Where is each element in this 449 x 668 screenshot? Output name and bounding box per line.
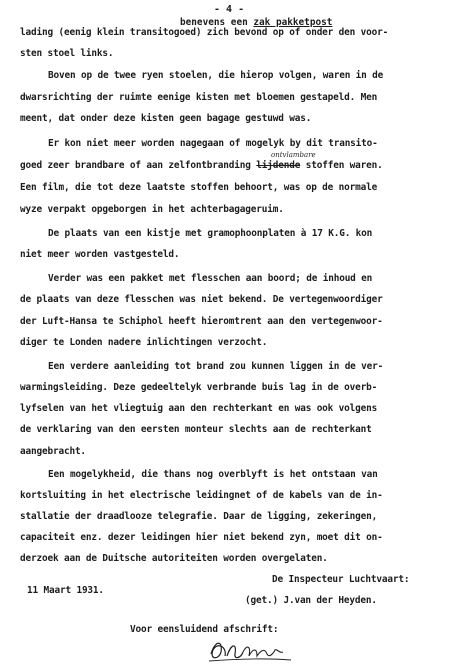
text-line: Een verdere aanleiding tot brand zou kunnen liggen in de ver-: [48, 361, 384, 372]
text-line: lyfselen van het vliegtuig aan den rechterkant en was ook volgens: [20, 403, 378, 414]
signatory-name: (get.) J.van der Heyden.: [245, 595, 377, 606]
text-line: Verder was een pakket met flesschen aan boord; de inhoud en: [48, 273, 373, 284]
text-line: dwarsrichting der ruimte eenige kisten met bloemen gestapeld. Men: [20, 92, 378, 103]
text-line: Er kon niet meer worden nagegaan of mogelyk by dit transito-: [48, 138, 378, 149]
text-line: de plaats van deze flesschen was niet bekend. De vertegenwoordiger: [20, 294, 383, 305]
signatory-title: De Inspecteur Luchtvaart:: [272, 574, 410, 585]
text-line: De plaats van een kistje met gramophoonplaten à 17 K.G. kon: [48, 228, 373, 239]
text-line: Een film, die tot deze laatste stoffen behoort, was op de normale: [20, 182, 378, 193]
text-line: de verklaring van den eersten monteur slechts aan de rechterkant: [20, 424, 372, 435]
handwritten-signature: [205, 634, 295, 666]
struck-word: lijdende: [256, 160, 301, 171]
text-line: goed zeer brandbare of aan zelfontbranding lijdende stoffen waren.: [20, 160, 383, 171]
text-line: kortsluiting in het electrische leidingnet of de kabels van de in-: [20, 490, 383, 501]
text-line: diger te Londen nadere inlichtingen verzocht.: [20, 337, 268, 348]
page-number: - 4 -: [214, 4, 245, 15]
text-line: stallatie der draadlooze telegrafie. Daar de ligging, zekeringen,: [20, 511, 378, 522]
handwritten-correction: ontvlambare: [271, 151, 316, 159]
text-line: sten stoel links.: [20, 48, 114, 59]
text-line: warmingsleiding. Deze gedeeltelyk verbrande buis lag in de overb-: [20, 382, 378, 393]
document-date: 11 Maart 1931.: [27, 585, 104, 596]
header-prefix: benevens een: [180, 17, 254, 28]
text-line: Een mogelykheid, die thans nog overblyft is het ontstaan van: [48, 469, 378, 480]
text-line: capaciteit enz. dezer leidingen hier niet bekend zyn, moet dit on-: [20, 532, 383, 543]
certification-label: Voor eensluidend afschrift:: [130, 624, 279, 635]
text-line: niet meer worden vastgesteld.: [20, 249, 180, 260]
text-line: lading (eenig klein transitogoed) zich bevond op of onder den voor-: [20, 27, 389, 38]
text-line: derzoek aan de Duitsche autoriteiten worden overgelaten.: [20, 553, 328, 564]
text-line: meent, dat onder deze kisten geen bagage gestuwd was.: [20, 113, 312, 124]
header-underlined: zak pakketpost: [253, 17, 333, 28]
text-line: Boven op de twee ryen stoelen, die hierop volgen, waren in de: [48, 70, 384, 81]
text-line: wyze verpakt opgeborgen in het achterbagageruim.: [20, 204, 284, 215]
text-line: aangebracht.: [20, 446, 86, 457]
text-line: der Luft-Hansa te Schiphol heeft hieromtrent aan den vertegenwoor-: [20, 316, 383, 327]
